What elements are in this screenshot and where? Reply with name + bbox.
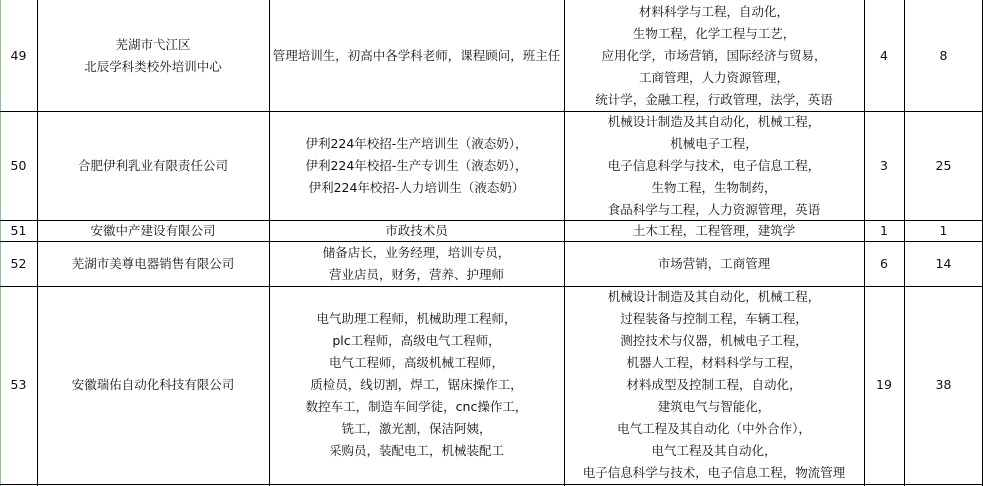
position-count-cell: 3 [880,157,888,173]
row-number-cell: 51 [10,222,27,238]
company-cell: 芜湖市弋江区 北辰学科类校外培训中心 [84,36,222,74]
majors-cell: 机械设计制造及其自动化，机械工程， 机械电子工程， 电子信息科学与技术，电子信息工程， 生物工程，生物制药， 食品科学与工程，人力资源管理，英语 [607,113,821,217]
row-number-cell: 53 [10,377,27,392]
positions-cell: 电气助理工程师，机械助理工程师， plc工程师，高级电气工程师， 电气工程师，高级机械工程师， 质检员，线切割，焊工，锯床操作工， 数控车工，制造车间学徒，cnc操作工， 铣工，激光割，保洁阿姨， 采购员，装配电工，机械装配工 [305,311,528,458]
positions-cell: 管理培训生，初高中各学科老师，课程顾问，班主任 [272,47,561,63]
majors-cell: 材料科学与工程，自动化， 生物工程，化学工程与工艺， 应用化学，市场营销，国际经济与贸易， 工商管理，人力资源管理， 统计学，金融工程，行政管理，法学，英语 [595,3,833,107]
positions-cell: 伊利224年校招-生产培训生（液态奶）， 伊利224年校招-生产专训生（液态奶）， 伊利224年校招-人力培训生（液态奶） [305,135,528,195]
headcount-cell: 38 [935,377,952,392]
row-number-cell: 50 [10,157,27,173]
position-count-cell: 4 [880,47,888,63]
company-cell: 安徽中产建设有限公司 [90,222,216,238]
headcount-cell: 1 [939,222,948,238]
row-number-cell: 52 [10,255,27,271]
position-count-cell: 6 [880,255,888,271]
majors-cell: 土木工程，工程管理，建筑学 [632,222,796,238]
row-number-cell: 49 [10,47,27,63]
headcount-cell: 25 [935,157,952,173]
row-divider [0,484,983,485]
headcount-cell: 14 [935,255,952,271]
company-cell: 安徽瑞佑自动化科技有限公司 [71,377,235,392]
majors-cell: 机械设计制造及其自动化，机械工程， 过程装备与控制工程，车辆工程， 测控技术与仪器，机械电子工程， 机器人工程，材料科学与工程， 材料成型及控制工程，自动化， 建筑电气与智能化， 电气工程及其自动化（中外合作）， 电气工程及其自动化， 电子信息科学与技术，电子信息工程，物流管理 [582,289,846,480]
company-cell: 合肥伊利乳业有限责任公司 [77,157,228,173]
positions-cell: 储备店长，业务经理，培训专员， 营业店员，财务，营养、护理师 [322,244,511,282]
majors-cell: 市场营销，工商管理 [657,255,771,271]
company-cell: 芜湖市美尊电器销售有限公司 [71,255,235,271]
position-count-cell: 1 [880,222,888,238]
headcount-cell: 8 [939,47,948,63]
positions-cell: 市政技术员 [385,222,448,238]
position-count-cell: 19 [876,377,892,392]
